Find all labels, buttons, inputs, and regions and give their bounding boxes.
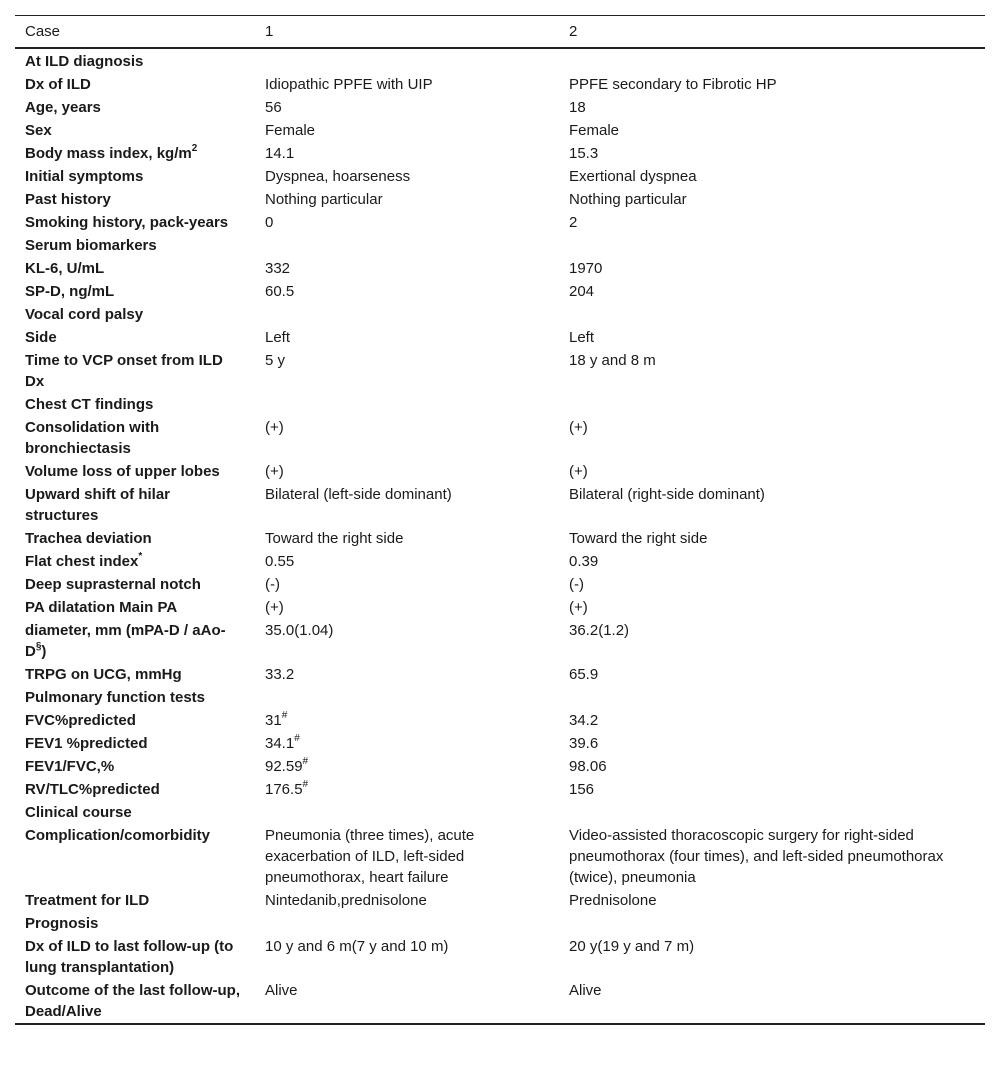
case-1-cell xyxy=(255,460,559,483)
row-label-text: PA dilatation Main PA xyxy=(25,599,178,616)
case-2-cell xyxy=(559,257,985,280)
case-1-value: 60.5 xyxy=(265,283,295,300)
case-2-cell xyxy=(559,709,985,732)
case-1-cell xyxy=(255,979,559,1024)
row-label-text: Age, years xyxy=(25,99,101,116)
case-1-value: (+) xyxy=(265,419,284,436)
case-1-value: 92.59 xyxy=(265,758,303,775)
case-2-value: Nothing particular xyxy=(569,191,687,208)
table-row xyxy=(15,73,985,96)
case-1-value: Nintedanib,prednisolone xyxy=(265,892,427,909)
case-2-value: 2 xyxy=(569,214,578,231)
row-label xyxy=(15,778,255,801)
table-header xyxy=(15,16,985,49)
row-label-text: Prognosis xyxy=(25,915,99,932)
case-1-cell xyxy=(255,188,559,211)
table-row xyxy=(15,527,985,550)
row-label-text: Treatment for ILD xyxy=(25,892,150,909)
case-2-cell xyxy=(559,801,985,824)
table-row xyxy=(15,119,985,142)
case-1-value: Pneumonia (three times), acute exacerbation of ILD, left-sided pneumothorax, heart failure xyxy=(265,827,475,886)
case-2-value: Bilateral (right-side dominant) xyxy=(569,486,765,503)
row-label-text: Volume loss of upper lobes xyxy=(25,463,220,480)
row-label-superscript: 2 xyxy=(191,143,198,154)
table-row xyxy=(15,142,985,165)
case-2-cell xyxy=(559,935,985,979)
row-label xyxy=(15,349,255,393)
case-1-cell xyxy=(255,709,559,732)
table-row xyxy=(15,48,985,73)
case-2-cell xyxy=(559,142,985,165)
case-1-cell xyxy=(255,527,559,550)
row-label xyxy=(15,573,255,596)
table-body xyxy=(15,48,985,1024)
row-label-text: Deep suprasternal notch xyxy=(25,576,201,593)
row-label-text: Time to VCP onset from ILD Dx xyxy=(25,352,223,390)
row-label xyxy=(15,188,255,211)
row-label-text: diameter, mm (mPA-D / aAo-D xyxy=(25,622,226,660)
row-label-text: Complication/comorbidity xyxy=(25,827,211,844)
case-2-cell xyxy=(559,48,985,73)
header-case-2: 2 xyxy=(569,23,578,40)
case-2-cell xyxy=(559,824,985,889)
case-2-value: Alive xyxy=(569,982,602,999)
case-2-value: 65.9 xyxy=(569,666,599,683)
case-2-cell xyxy=(559,234,985,257)
case-1-cell xyxy=(255,801,559,824)
case-1-cell xyxy=(255,573,559,596)
case-1-cell xyxy=(255,912,559,935)
table-row xyxy=(15,663,985,686)
case-2-value: (+) xyxy=(569,419,588,436)
row-label xyxy=(15,801,255,824)
case-1-cell xyxy=(255,550,559,573)
row-label-text: SP-D, ng/mL xyxy=(25,283,115,300)
case-2-value: 36.2(1.2) xyxy=(569,622,630,639)
case-2-cell xyxy=(559,349,985,393)
case-1-value: (-) xyxy=(265,576,280,593)
case-1-cell xyxy=(255,303,559,326)
case-2-value: 18 y and 8 m xyxy=(569,352,656,369)
row-label-text: Initial symptoms xyxy=(25,168,144,185)
table-row xyxy=(15,550,985,573)
case-2-value: 15.3 xyxy=(569,145,599,162)
table-row xyxy=(15,188,985,211)
row-label-text: Sex xyxy=(25,122,52,139)
case-1-value: Idiopathic PPFE with UIP xyxy=(265,76,433,93)
row-label-text: Clinical course xyxy=(25,804,132,821)
table-row xyxy=(15,234,985,257)
table-row xyxy=(15,801,985,824)
case-1-footnote-mark: # xyxy=(294,733,300,744)
case-1-cell xyxy=(255,619,559,663)
row-label xyxy=(15,912,255,935)
table-row xyxy=(15,96,985,119)
row-label-text: At ILD diagnosis xyxy=(25,53,144,70)
header-case-1: 1 xyxy=(265,23,274,40)
row-label xyxy=(15,142,255,165)
case-2-cell xyxy=(559,119,985,142)
row-label xyxy=(15,550,255,573)
row-label xyxy=(15,824,255,889)
case-1-value: Left xyxy=(265,329,291,346)
case-2-cell xyxy=(559,778,985,801)
case-1-cell xyxy=(255,119,559,142)
row-label xyxy=(15,257,255,280)
case-2-value: 34.2 xyxy=(569,712,599,729)
table-row xyxy=(15,935,985,979)
table-row xyxy=(15,165,985,188)
table-row xyxy=(15,483,985,527)
table-row xyxy=(15,778,985,801)
row-label-text: Upward shift of hilar structures xyxy=(25,486,171,524)
row-label xyxy=(15,393,255,416)
row-label xyxy=(15,483,255,527)
case-1-cell xyxy=(255,416,559,460)
case-1-cell xyxy=(255,234,559,257)
row-label xyxy=(15,119,255,142)
case-2-cell xyxy=(559,326,985,349)
table-row xyxy=(15,619,985,663)
case-1-value: (+) xyxy=(265,463,284,480)
table-row xyxy=(15,755,985,778)
row-label-text: Vocal cord palsy xyxy=(25,306,144,323)
case-2-cell xyxy=(559,73,985,96)
case-1-footnote-mark: # xyxy=(302,756,309,767)
table-row xyxy=(15,979,985,1024)
case-2-cell xyxy=(559,416,985,460)
row-label-text: Serum biomarkers xyxy=(25,237,157,254)
row-label xyxy=(15,686,255,709)
case-2-value: 0.39 xyxy=(569,553,599,570)
row-label-text: Flat chest index xyxy=(25,553,139,570)
case-1-value: 176.5 xyxy=(265,781,303,798)
case-1-cell xyxy=(255,935,559,979)
case-2-value: 98.06 xyxy=(569,758,607,775)
table-row xyxy=(15,349,985,393)
case-2-cell xyxy=(559,912,985,935)
row-label-text: Trachea deviation xyxy=(25,530,152,547)
row-label xyxy=(15,596,255,619)
case-2-cell xyxy=(559,211,985,234)
row-label xyxy=(15,303,255,326)
case-1-cell xyxy=(255,755,559,778)
case-2-value: (+) xyxy=(569,599,588,616)
case-2-value: 156 xyxy=(569,781,595,798)
case-2-cell xyxy=(559,96,985,119)
row-label xyxy=(15,755,255,778)
row-label-text: Smoking history, pack-years xyxy=(25,214,229,231)
table-row xyxy=(15,393,985,416)
case-1-value: Nothing particular xyxy=(265,191,383,208)
case-1-cell xyxy=(255,596,559,619)
table-row xyxy=(15,280,985,303)
case-2-cell xyxy=(559,280,985,303)
case-comparison-table xyxy=(15,15,985,1025)
case-2-cell xyxy=(559,686,985,709)
case-1-value: 332 xyxy=(265,260,291,277)
case-1-value: Female xyxy=(265,122,316,139)
case-1-value: Bilateral (left-side dominant) xyxy=(265,486,452,503)
table-row xyxy=(15,824,985,889)
case-2-cell xyxy=(559,460,985,483)
row-label xyxy=(15,889,255,912)
row-label-text: Body mass index, kg/m xyxy=(25,145,192,162)
case-1-cell xyxy=(255,165,559,188)
case-2-cell xyxy=(559,483,985,527)
row-label xyxy=(15,165,255,188)
case-1-value: Dyspnea, hoarseness xyxy=(265,168,411,185)
case-1-value: 5 y xyxy=(265,352,286,369)
row-label xyxy=(15,709,255,732)
table-row xyxy=(15,889,985,912)
case-1-value: 10 y and 6 m(7 y and 10 m) xyxy=(265,938,449,955)
row-label xyxy=(15,48,255,73)
case-1-cell xyxy=(255,142,559,165)
row-label xyxy=(15,732,255,755)
row-label-text: RV/TLC%predicted xyxy=(25,781,160,798)
case-1-cell xyxy=(255,48,559,73)
table-row xyxy=(15,686,985,709)
case-1-cell xyxy=(255,280,559,303)
table-row xyxy=(15,732,985,755)
case-1-cell xyxy=(255,686,559,709)
case-1-cell xyxy=(255,326,559,349)
case-1-value: 33.2 xyxy=(265,666,295,683)
case-2-value: Video-assisted thoracoscopic surgery for right-sided pneumothorax (four times), and left-sided pneumothorax (twice), pneumonia xyxy=(569,827,944,886)
case-1-cell xyxy=(255,824,559,889)
row-label-superscript: * xyxy=(138,551,143,562)
case-2-value: 18 xyxy=(569,99,586,116)
case-2-cell xyxy=(559,393,985,416)
case-2-value: 39.6 xyxy=(569,735,599,752)
case-1-value: 31 xyxy=(265,712,282,729)
header-case: Case xyxy=(25,23,61,40)
case-2-cell xyxy=(559,755,985,778)
case-1-value: (+) xyxy=(265,599,284,616)
case-1-value: Toward the right side xyxy=(265,530,404,547)
row-label-text: Side xyxy=(25,329,57,346)
case-2-cell xyxy=(559,596,985,619)
row-label-text: FVC%predicted xyxy=(25,712,136,729)
case-1-cell xyxy=(255,483,559,527)
table-row xyxy=(15,596,985,619)
row-label-text: KL-6, U/mL xyxy=(25,260,105,277)
case-2-value: Left xyxy=(569,329,595,346)
case-2-value: PPFE secondary to Fibrotic HP xyxy=(569,76,777,93)
row-label-text: Dx of ILD xyxy=(25,76,91,93)
case-2-value: 204 xyxy=(569,283,595,300)
row-label-text: FEV1 %predicted xyxy=(25,735,148,752)
table-row xyxy=(15,416,985,460)
row-label-text: TRPG on UCG, mmHg xyxy=(25,666,182,683)
case-2-cell xyxy=(559,188,985,211)
case-2-cell xyxy=(559,663,985,686)
row-label xyxy=(15,73,255,96)
case-1-cell xyxy=(255,393,559,416)
case-2-cell xyxy=(559,165,985,188)
case-1-cell xyxy=(255,778,559,801)
case-2-cell xyxy=(559,303,985,326)
case-1-value: 14.1 xyxy=(265,145,295,162)
case-1-footnote-mark: # xyxy=(302,779,309,790)
case-2-cell xyxy=(559,979,985,1024)
row-label-text: FEV1/FVC,% xyxy=(25,758,115,775)
case-2-cell xyxy=(559,732,985,755)
table-row xyxy=(15,326,985,349)
case-2-value: Female xyxy=(569,122,620,139)
row-label xyxy=(15,96,255,119)
table-row xyxy=(15,257,985,280)
row-label-superscript: § xyxy=(35,641,42,652)
table-row xyxy=(15,912,985,935)
case-1-value: 35.0(1.04) xyxy=(265,622,334,639)
case-1-value: 34.1 xyxy=(265,735,295,752)
case-1-value: 0.55 xyxy=(265,553,295,570)
row-label xyxy=(15,663,255,686)
case-1-cell xyxy=(255,257,559,280)
case-2-value: Exertional dyspnea xyxy=(569,168,697,185)
case-1-cell xyxy=(255,663,559,686)
row-label-text: Past history xyxy=(25,191,111,208)
case-2-cell xyxy=(559,619,985,663)
case-2-value: 1970 xyxy=(569,260,603,277)
row-label xyxy=(15,979,255,1024)
row-label xyxy=(15,280,255,303)
case-2-value: Toward the right side xyxy=(569,530,708,547)
case-1-cell xyxy=(255,349,559,393)
case-1-value: 0 xyxy=(265,214,274,231)
table-row xyxy=(15,211,985,234)
table-row xyxy=(15,709,985,732)
case-2-value: (+) xyxy=(569,463,588,480)
case-2-cell xyxy=(559,527,985,550)
header-row xyxy=(15,16,985,49)
row-label-text: Pulmonary function tests xyxy=(25,689,206,706)
row-label xyxy=(15,527,255,550)
case-2-value: 20 y(19 y and 7 m) xyxy=(569,938,695,955)
case-2-cell xyxy=(559,550,985,573)
row-label-suffix: ) xyxy=(41,643,47,660)
case-2-cell xyxy=(559,889,985,912)
row-label-text: Consolidation with bronchiectasis xyxy=(25,419,160,457)
row-label xyxy=(15,234,255,257)
case-1-cell xyxy=(255,732,559,755)
case-1-cell xyxy=(255,73,559,96)
case-1-cell xyxy=(255,96,559,119)
case-1-value: Alive xyxy=(265,982,298,999)
row-label xyxy=(15,935,255,979)
row-label-text: Chest CT findings xyxy=(25,396,154,413)
case-1-value: 56 xyxy=(265,99,282,116)
case-1-footnote-mark: # xyxy=(281,710,288,721)
case-2-value: Prednisolone xyxy=(569,892,657,909)
table-row xyxy=(15,573,985,596)
row-label xyxy=(15,326,255,349)
row-label xyxy=(15,211,255,234)
row-label-text: Dx of ILD to last follow-up (to lung transplantation) xyxy=(25,938,234,976)
row-label-text: Outcome of the last follow-up, Dead/Alive xyxy=(25,982,240,1020)
case-1-cell xyxy=(255,211,559,234)
row-label xyxy=(15,416,255,460)
case-2-cell xyxy=(559,573,985,596)
row-label xyxy=(15,619,255,663)
table-row xyxy=(15,303,985,326)
table-row xyxy=(15,460,985,483)
case-1-cell xyxy=(255,889,559,912)
row-label xyxy=(15,460,255,483)
case-2-value: (-) xyxy=(569,576,584,593)
